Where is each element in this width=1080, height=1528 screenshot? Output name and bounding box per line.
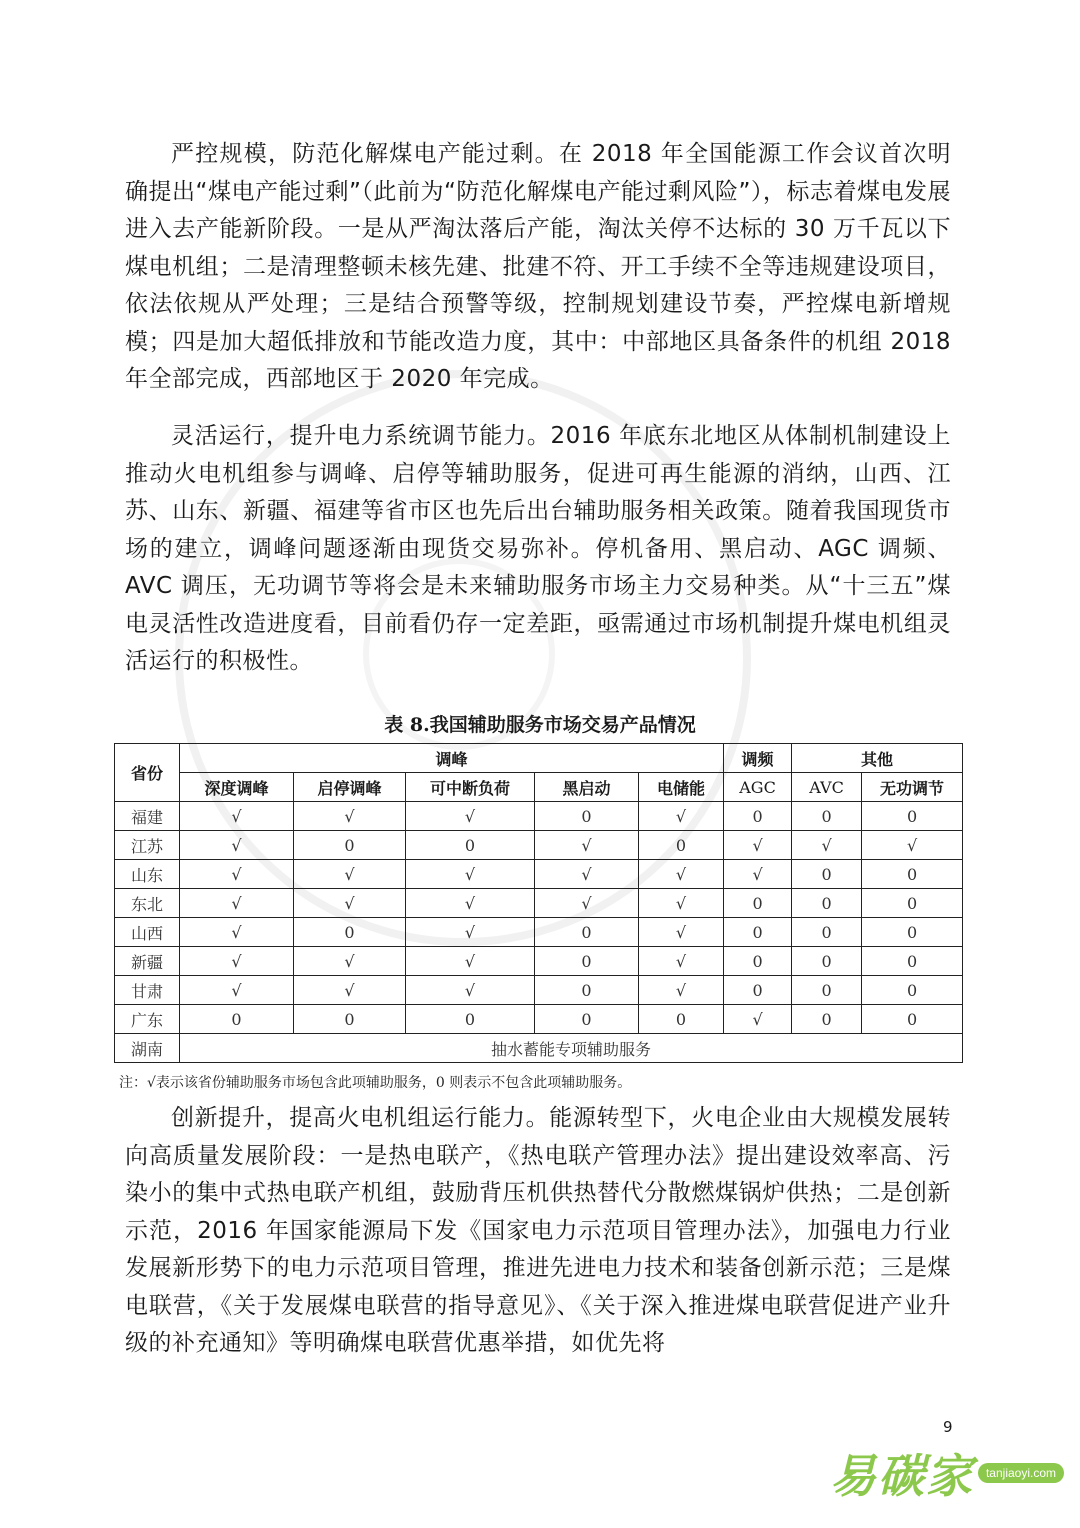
subheader: 可中断负荷	[406, 773, 535, 802]
cell-value: √	[639, 889, 724, 918]
cell-value: 0	[862, 802, 963, 831]
cell-value: 0	[792, 947, 862, 976]
site-watermark	[830, 1440, 1064, 1506]
cell-value: √	[639, 947, 724, 976]
cell-value: 0	[724, 802, 792, 831]
cell-value: √	[406, 802, 535, 831]
cell-province: 东北	[115, 889, 180, 918]
header-freq: 调频	[724, 744, 792, 773]
table-note: 注：√表示该省份辅助服务市场包含此项辅助服务，0 则表示不包含此项辅助服务。	[119, 1075, 632, 1091]
cell-hunan-note: 抽水蓄能专项辅助服务	[180, 1034, 963, 1063]
subheader: AVC	[792, 773, 862, 802]
cell-value: 0	[862, 860, 963, 889]
table-row	[115, 860, 963, 889]
cell-value: √	[294, 947, 406, 976]
watermark-badge: tanjiaoyi.com	[978, 1463, 1064, 1483]
cell-value: √	[639, 860, 724, 889]
cell-value: 0	[862, 976, 963, 1005]
cell-value: 0	[406, 1005, 535, 1034]
cell-value: 0	[862, 947, 963, 976]
cell-province: 福建	[115, 802, 180, 831]
header-province: 省份	[115, 744, 180, 802]
table-row	[115, 831, 963, 860]
cell-value: 0	[792, 918, 862, 947]
table-row	[115, 1005, 963, 1034]
cell-value: 0	[406, 831, 535, 860]
subheader: 启停调峰	[294, 773, 406, 802]
cell-value: 0	[294, 831, 406, 860]
cell-value: √	[406, 918, 535, 947]
paragraph-strict-scale: 严控规模，防范化解煤电产能过剩。在 2018 年全国能源工作会议首次明确提出“煤电产能过剩”（此前为“防范化解煤电产能过剩风险”），标志着煤电发展进入去产能新阶段。一是从严淘汰落后产能，淘汰关停不达标的 30 万千瓦以下煤电机组；二是清理整顿未核先建、批建不符、开工手续不全等违规建设项目，依法依规从严处理；三是结合预警等级，控制规划建设节奏，严控煤电新增规模；四是加大超低排放和节能改造力度，其中：中部地区具备条件的机组 2018 年全部完成，西部地区于 2020 年完成。	[125, 141, 951, 392]
cell-value: √	[294, 802, 406, 831]
cell-value: √	[406, 976, 535, 1005]
subheader: 电储能	[639, 773, 724, 802]
cell-value: √	[294, 976, 406, 1005]
cell-value: 0	[862, 918, 963, 947]
cell-value: 0	[639, 831, 724, 860]
table-row	[115, 976, 963, 1005]
cell-value: 0	[862, 889, 963, 918]
cell-value: 0	[792, 889, 862, 918]
cell-value: 0	[535, 1005, 639, 1034]
cell-province: 湖南	[115, 1034, 180, 1063]
subheader: 深度调峰	[180, 773, 294, 802]
cell-value: 0	[724, 976, 792, 1005]
cell-value: √	[535, 831, 639, 860]
cell-value: √	[180, 918, 294, 947]
page-number: 9	[943, 1418, 953, 1436]
aux-service-table	[114, 743, 963, 1063]
cell-value: 0	[724, 918, 792, 947]
cell-province: 山东	[115, 860, 180, 889]
cell-value: √	[535, 889, 639, 918]
paragraph-innovation: 创新提升，提高火电机组运行能力。能源转型下，火电企业由大规模发展转向高质量发展阶段：一是热电联产，《热电联产管理办法》提出建设效率高、污染小的集中式热电联产机组，鼓励背压机供热替代分散燃煤锅炉供热；二是创新示范，2016 年国家能源局下发《国家电力示范项目管理办法》，加强电力行业发展新形势下的电力示范项目管理，推进先进电力技术和装备创新示范；三是煤电联营，《关于发展煤电联营的指导意见》、《关于深入推进煤电联营促进产业升级的补充通知》等明确煤电联营优惠举措，如优先将	[125, 1105, 951, 1356]
table-title: 表 8.我国辅助服务市场交易产品情况	[384, 714, 696, 736]
cell-value: 0	[535, 918, 639, 947]
cell-value: √	[180, 860, 294, 889]
cell-value: √	[180, 802, 294, 831]
cell-value: 0	[792, 860, 862, 889]
cell-value: 0	[724, 889, 792, 918]
cell-value: 0	[535, 802, 639, 831]
cell-value: √	[639, 802, 724, 831]
cell-province: 广东	[115, 1005, 180, 1034]
table-body	[115, 802, 963, 1034]
cell-province: 甘肃	[115, 976, 180, 1005]
cell-value: 0	[862, 1005, 963, 1034]
cell-value: √	[180, 947, 294, 976]
subheader: 黑启动	[535, 773, 639, 802]
cell-value: √	[862, 831, 963, 860]
table-row	[115, 802, 963, 831]
cell-value: √	[180, 976, 294, 1005]
cell-value: 0	[792, 976, 862, 1005]
cell-value: 0	[724, 947, 792, 976]
cell-value: √	[639, 918, 724, 947]
cell-value: √	[724, 831, 792, 860]
header-peak: 调峰	[180, 744, 724, 773]
cell-value: 0	[639, 1005, 724, 1034]
cell-value: √	[639, 976, 724, 1005]
cell-value: √	[180, 889, 294, 918]
paragraph-flexible-operation: 灵活运行，提升电力系统调节能力。2016 年底东北地区从体制机制建设上推动火电机组参与调峰、启停等辅助服务，促进可再生能源的消纳，山西、江苏、山东、新疆、福建等省市区也先后出台辅助服务相关政策。随着我国现货市场的建立，调峰问题逐渐由现货交易弥补。停机备用、黑启动、AGC 调频、AVC 调压，无功调节等将会是未来辅助服务市场主力交易种类。从“十三五”煤电灵活性改造进度看，目前看仍存一定差距，亟需通过市场机制提升煤电机组灵活运行的积极性。	[125, 423, 951, 674]
watermark-text: 易碳家	[829, 1449, 974, 1503]
cell-value: 0	[535, 947, 639, 976]
cell-value: 0	[294, 918, 406, 947]
cell-value: √	[724, 860, 792, 889]
cell-province: 新疆	[115, 947, 180, 976]
cell-value: √	[406, 860, 535, 889]
cell-value: 0	[294, 1005, 406, 1034]
table-row	[115, 889, 963, 918]
cell-value: √	[406, 947, 535, 976]
cell-value: 0	[792, 802, 862, 831]
table-row	[115, 947, 963, 976]
cell-province: 江苏	[115, 831, 180, 860]
cell-value: 0	[535, 976, 639, 1005]
cell-value: √	[180, 831, 294, 860]
cell-value: √	[294, 889, 406, 918]
cell-value: √	[792, 831, 862, 860]
table-row-hunan	[115, 1034, 963, 1063]
subheader: 无功调节	[862, 773, 963, 802]
subheader: AGC	[724, 773, 792, 802]
cell-value: √	[535, 860, 639, 889]
cell-value: 0	[792, 1005, 862, 1034]
cell-value: 0	[180, 1005, 294, 1034]
cell-value: √	[406, 889, 535, 918]
cell-value: √	[294, 860, 406, 889]
cell-province: 山西	[115, 918, 180, 947]
table-row	[115, 918, 963, 947]
cell-value: √	[724, 1005, 792, 1034]
header-other: 其他	[792, 744, 963, 773]
